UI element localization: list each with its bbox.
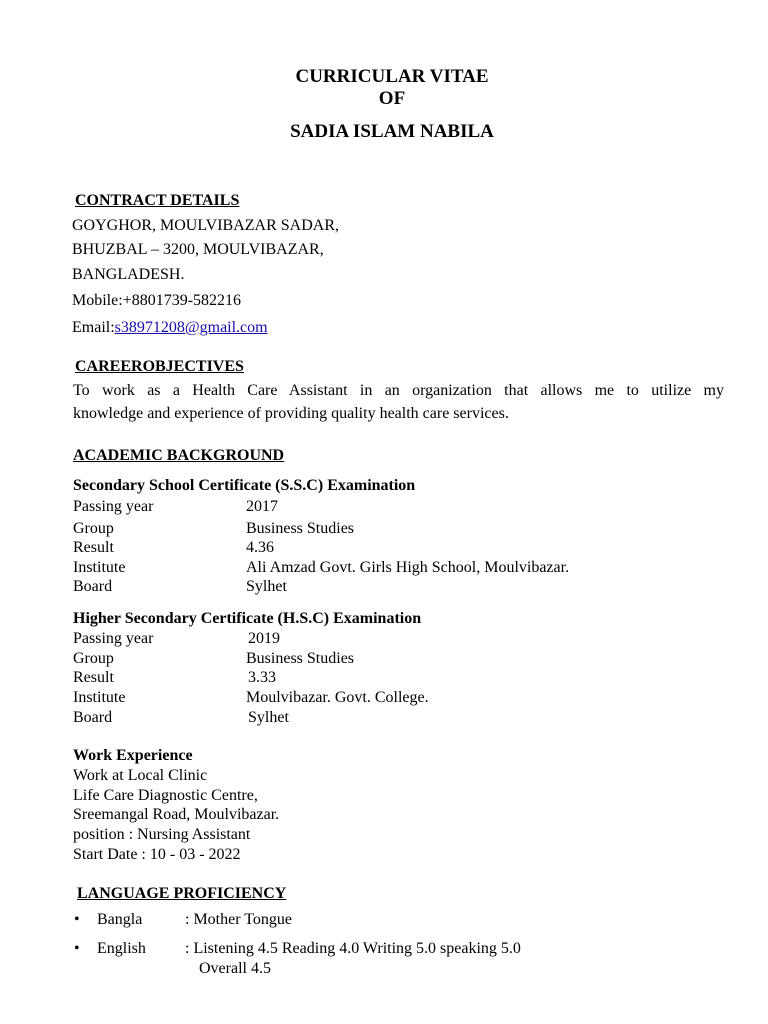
ssc-label-passing-year: Passing year: [73, 498, 154, 515]
ssc-label-group: Group: [73, 520, 114, 537]
language-name-english: English: [97, 940, 146, 957]
hsc-label-board: Board: [73, 709, 113, 726]
address-line-1: GOYGHOR, MOULVIBAZAR SADAR,: [72, 217, 339, 234]
hsc-label-institute: Institute: [73, 689, 126, 706]
candidate-name: SADIA ISLAM NABILA: [290, 121, 494, 142]
hsc-value-institute: Moulvibazar. Govt. College.: [246, 689, 429, 706]
hsc-label-group: Group: [73, 650, 114, 667]
mobile-number: Mobile:+8801739-582216: [72, 292, 242, 309]
address-line-3: BANGLADESH.: [72, 266, 185, 283]
work-line: Work at Local Clinic: [73, 767, 208, 784]
email-link[interactable]: s38971208@gmail.com: [114, 319, 268, 336]
ssc-value-passing-year: 2017: [246, 498, 278, 515]
objective-heading: CAREEROBJECTIVES: [75, 358, 244, 375]
contact-heading: CONTRACT DETAILS: [75, 192, 240, 209]
work-heading: Work Experience: [73, 747, 193, 764]
hsc-value-passing-year: 2019: [248, 630, 280, 647]
bullet-icon: •: [74, 911, 80, 928]
language-detail-bangla: : Mother Tongue: [185, 911, 293, 928]
hsc-label-passing-year: Passing year: [73, 630, 154, 647]
address-line-2: BHUZBAL – 3200, MOULVIBAZAR,: [72, 241, 324, 258]
objective-line-2: knowledge and experience of providing quality health care services.: [73, 405, 509, 422]
ssc-label-result: Result: [73, 539, 114, 556]
email-row: [72, 319, 268, 337]
ssc-label-institute: Institute: [73, 559, 126, 576]
language-overall-english: Overall 4.5: [199, 960, 271, 977]
work-line: Sreemangal Road, Moulvibazar.: [73, 806, 280, 823]
language-detail-english: : Listening 4.5 Reading 4.0 Writing 5.0 speaking 5.0: [185, 940, 521, 957]
language-name-bangla: Bangla: [97, 911, 143, 928]
objective-line-1: To work as a Health Care Assistant in an organization that allows me to utilize my: [73, 382, 724, 399]
cv-title-of: OF: [378, 88, 406, 109]
work-line: position : Nursing Assistant: [73, 826, 251, 843]
work-line: Start Date : 10 - 03 - 2022: [73, 846, 241, 863]
academic-heading: ACADEMIC BACKGROUND: [73, 447, 285, 464]
language-heading: LANGUAGE PROFICIENCY: [77, 885, 287, 902]
hsc-title: Higher Secondary Certificate (H.S.C) Examination: [73, 610, 422, 627]
ssc-label-board: Board: [73, 578, 113, 595]
hsc-value-group: Business Studies: [246, 650, 355, 667]
hsc-value-result: 3.33: [248, 669, 276, 686]
ssc-value-result: 4.36: [246, 539, 274, 556]
bullet-icon: •: [74, 940, 80, 957]
ssc-value-institute: Ali Amzad Govt. Girls High School, Moulvibazar.: [246, 559, 570, 576]
hsc-value-board: Sylhet: [248, 709, 289, 726]
email-label: Email:: [72, 319, 115, 336]
cv-title: CURRICULAR VITAE: [295, 66, 489, 87]
ssc-title: Secondary School Certificate (S.S.C) Examination: [73, 477, 416, 494]
ssc-value-group: Business Studies: [246, 520, 355, 537]
hsc-label-result: Result: [73, 669, 114, 686]
ssc-value-board: Sylhet: [246, 578, 287, 595]
work-line: Life Care Diagnostic Centre,: [73, 787, 258, 804]
